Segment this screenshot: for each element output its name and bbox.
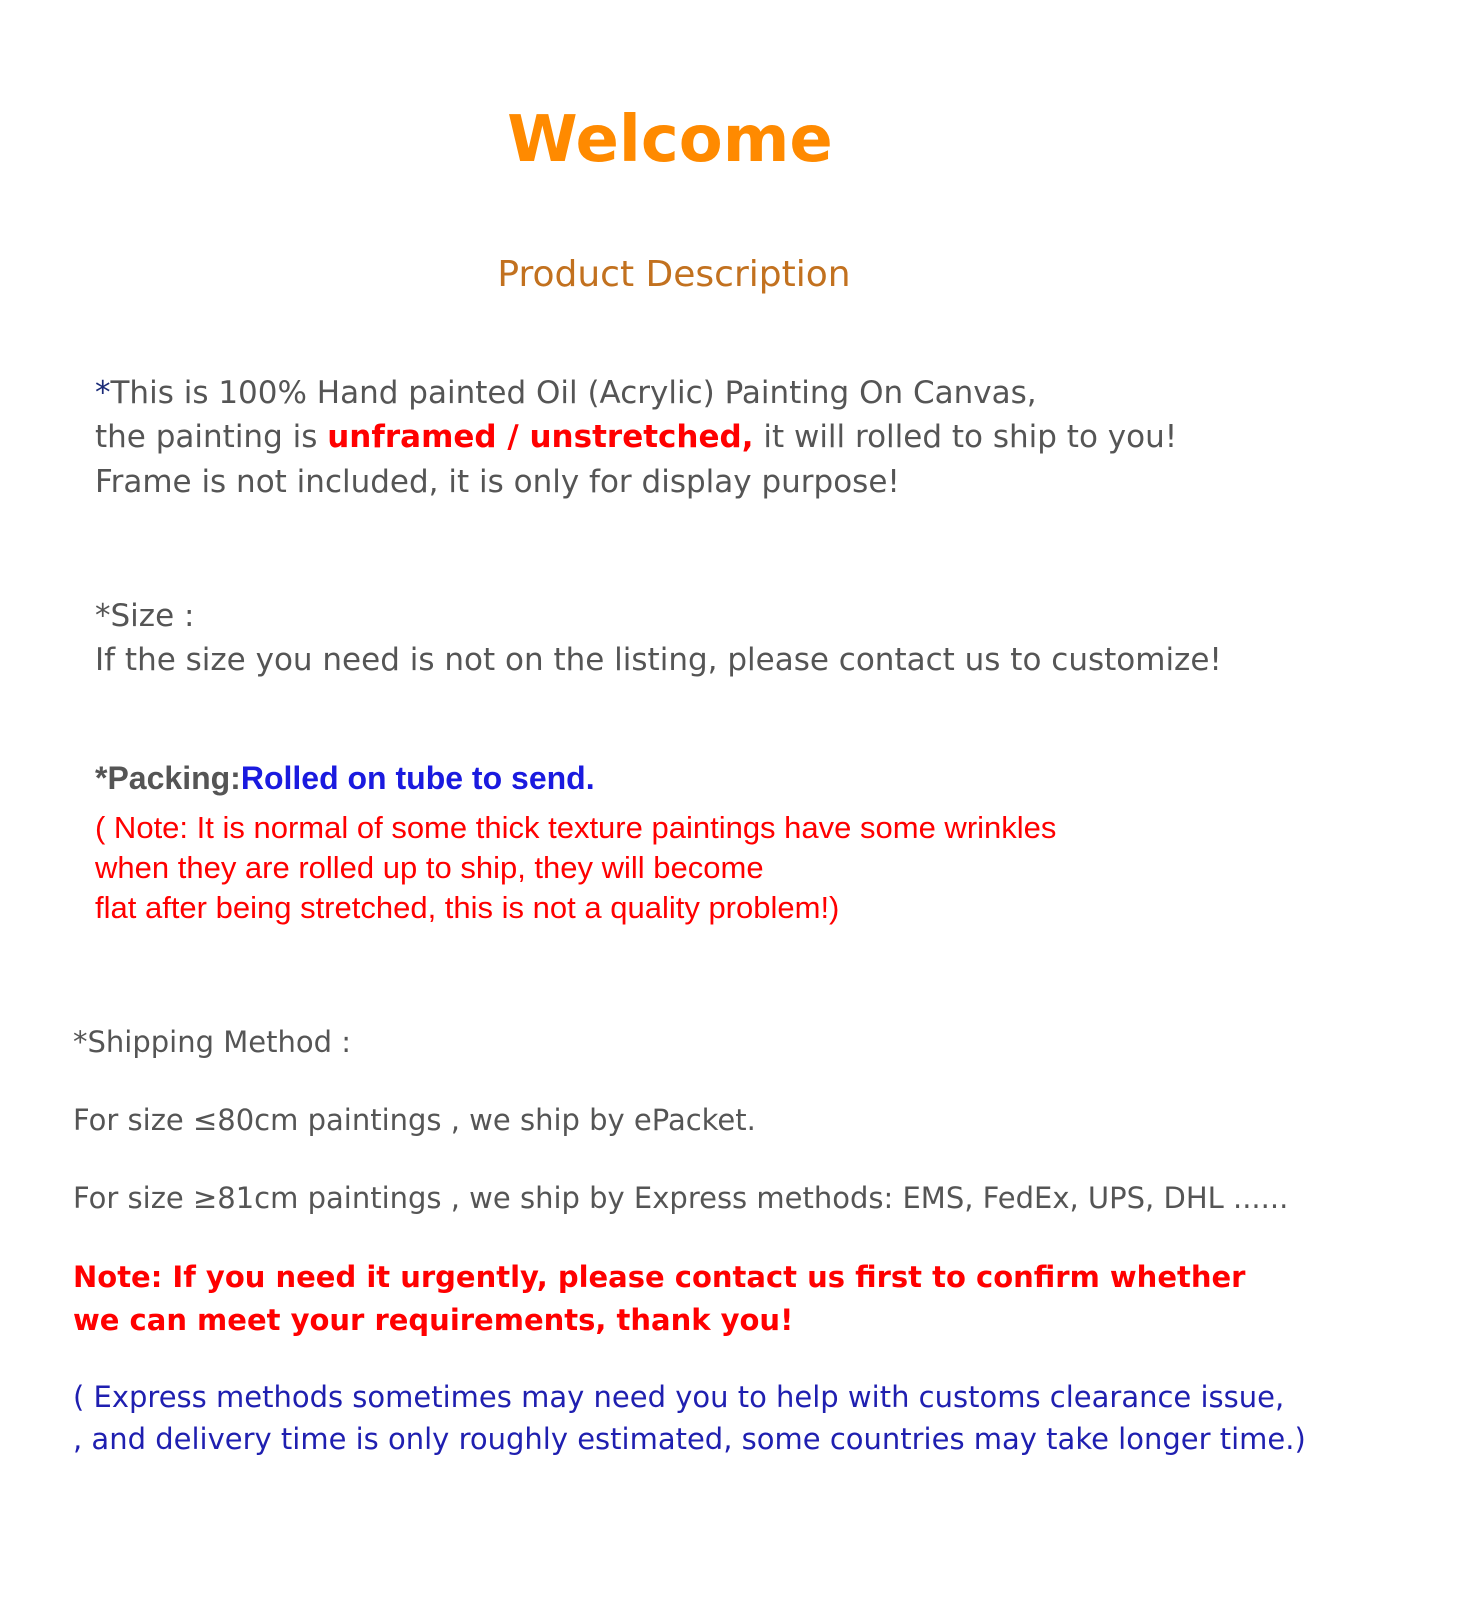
packing-note-line-3: flat after being stretched, this is not a quality problem!): [95, 890, 840, 925]
shipping-note-line-2: we can meet your requirements, thank you!: [73, 1303, 794, 1337]
intro-line-3: Frame is not included, it is only for display purpose!: [95, 464, 900, 500]
packing-note-line-2: when they are rolled up to ship, they will become: [95, 850, 764, 885]
packing-value: Rolled on tube to send.: [240, 760, 595, 796]
unframed-highlight: unframed / unstretched,: [327, 419, 754, 455]
intro-line-2: [95, 414, 1177, 460]
product-description-heading: Product Description: [497, 254, 851, 295]
intro-star: *: [95, 375, 111, 411]
shipping-heading: *Shipping Method :: [73, 1025, 351, 1059]
express-note-line-1: ( Express methods sometimes may need you to help with customs clearance issue,: [73, 1380, 1285, 1414]
shipping-large-size: For size ≥81cm paintings , we ship by Express methods: EMS, FedEx, UPS, DHL ......: [73, 1181, 1289, 1215]
size-text: If the size you need is not on the listing, please contact us to customize!: [95, 642, 1222, 678]
packing-label: *Packing:: [95, 760, 241, 796]
intro-line-1: [95, 370, 1037, 416]
express-note-line-2: , and delivery time is only roughly estimated, some countries may take longer time.): [73, 1422, 1306, 1456]
intro-line-2-pre: the painting is: [95, 419, 328, 455]
packing-line: [95, 756, 595, 800]
welcome-title: Welcome: [507, 103, 833, 177]
shipping-note-line-1: Note: If you need it urgently, please contact us first to confirm whether: [73, 1260, 1246, 1294]
shipping-small-size: For size ≤80cm paintings , we ship by ePacket.: [73, 1103, 756, 1137]
packing-note-line-1: ( Note: It is normal of some thick texture paintings have some wrinkles: [95, 810, 1057, 845]
intro-line-1-text: This is 100% Hand painted Oil (Acrylic) Painting On Canvas,: [110, 375, 1037, 411]
size-heading: *Size :: [95, 598, 195, 634]
intro-line-2-post: it will rolled to ship to you!: [753, 419, 1178, 455]
